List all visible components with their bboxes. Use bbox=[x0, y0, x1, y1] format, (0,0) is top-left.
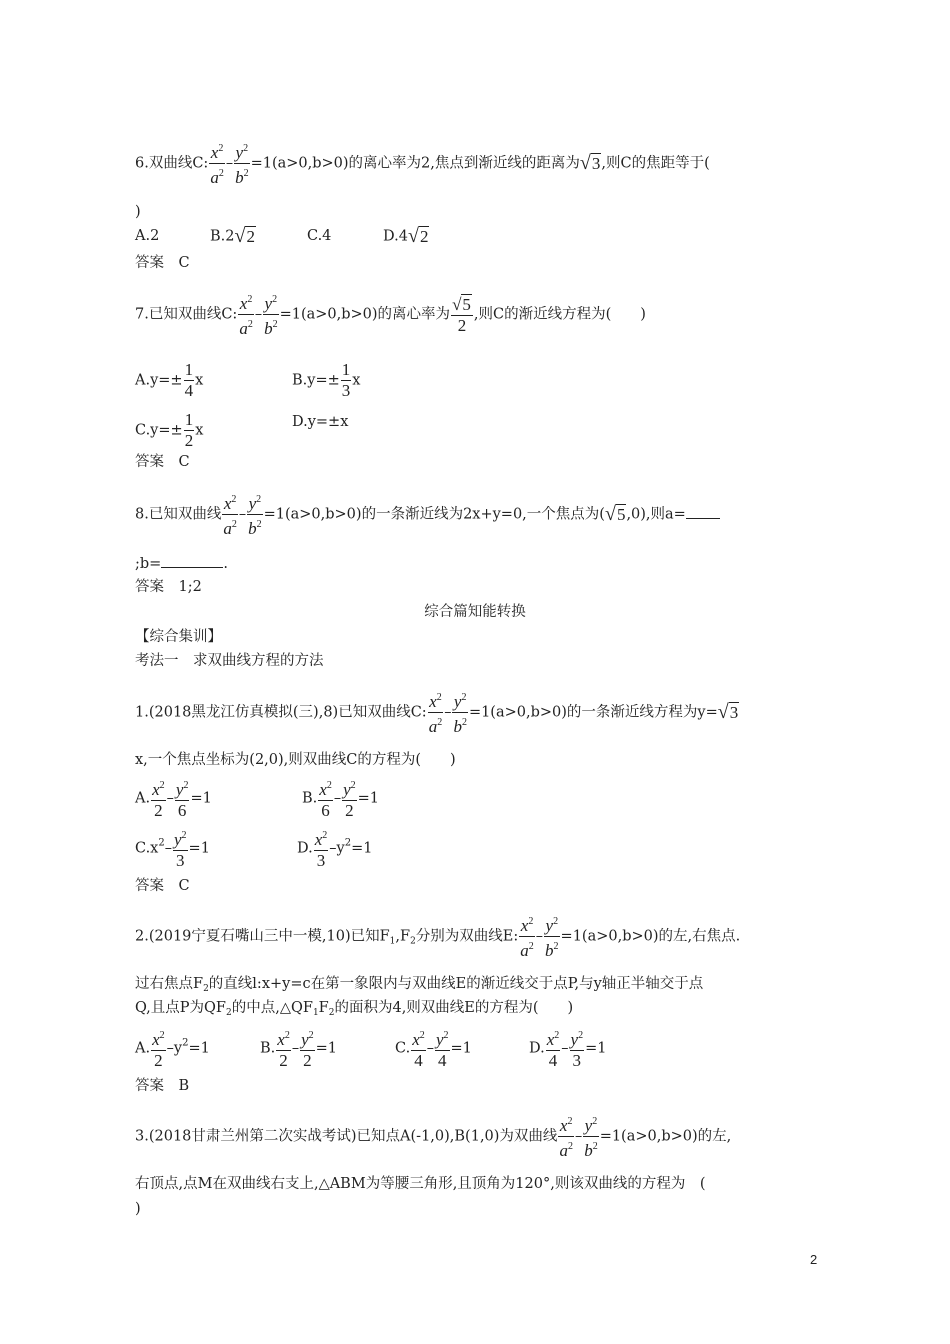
p2-option-c: C. $\frac{x^2}{4}$ – $\frac{y^2}{4}$ =1 bbox=[395, 1026, 472, 1071]
p3-line2: 右顶点,点M在双曲线右支上,△ABM为等腰三角形,且顶角为120°,则该双曲线的方程为 ( bbox=[135, 1176, 706, 1192]
q7-stem: 7.已知双曲线C: $\frac{x^2}{a^2}$ – $\frac{y^2}{b^2}$ =1(a>0,b>0)的离心率为 $\frac{√5}{2}$ ,则C的渐近线方程为( ) bbox=[135, 290, 646, 339]
p2-option-b: B. $\frac{x^2}{2}$ – $\frac{y^2}{2}$ =1 bbox=[260, 1026, 337, 1071]
p1-option-a: A. $\frac{x^2}{2}$ – $\frac{y^2}{6}$ =1 bbox=[135, 776, 212, 821]
p1-line2: x,一个焦点坐标为(2,0),则双曲线C的方程为( ) bbox=[135, 752, 456, 768]
p2-line3: Q,且点P为$QF_2$的中点$,\triangle QF_1F_2$的面积为4,则双曲线E的方程为( ) bbox=[135, 1000, 574, 1018]
p3-stem: 3.(2018甘肃兰州第二次实战考试)已知点A(-1,0),B(1,0)为双曲线 $\frac{x^2}{a^2}$ – $\frac{y^2}{b^2}$ =1(a>0,b>0)的左, bbox=[135, 1112, 731, 1161]
p2-option-a: A. $\frac{x^2}{2}$ $-y^2=1$ bbox=[135, 1026, 210, 1071]
q8-answer: 答案 1;2 bbox=[135, 579, 202, 595]
q6-option-a: A.2 bbox=[135, 228, 160, 244]
q6-option-d: D.4√2 bbox=[383, 225, 429, 247]
q6-option-c: C.4 bbox=[307, 228, 332, 244]
p1-answer: 答案 C bbox=[135, 878, 190, 894]
p2-answer: 答案 B bbox=[135, 1078, 190, 1094]
p3-line3: ) bbox=[135, 1201, 141, 1217]
q7-option-b: B.y=± $\frac{1}{3}$ x bbox=[292, 360, 361, 400]
section-title: 综合篇知能转换 bbox=[424, 604, 526, 620]
page-number: 2 bbox=[810, 1252, 818, 1267]
q8-blank-b: ;b= . bbox=[135, 553, 228, 574]
q6-stem: 6.双曲线C: $\frac{x^2}{a^2}$ – $\frac{y^2}{b^2}$ =1(a>0,b>0)的离心率为2,焦点到渐近线的距离为√3,则C的焦距等于( bbox=[135, 139, 710, 188]
q7-option-a: A.y=± $\frac{1}{4}$ x bbox=[135, 360, 204, 400]
q6-close: ) bbox=[135, 204, 141, 220]
p1-stem: 1.(2018黑龙江仿真模拟(三),8)已知双曲线C: $\frac{x^2}{a^2}$ – $\frac{y^2}{b^2}$ =1(a>0,b>0)的一条渐近线方程为y=√3 bbox=[135, 688, 739, 737]
q7-option-c: C.y=± $\frac{1}{2}$ x bbox=[135, 410, 204, 450]
q8-stem: 8.已知双曲线 $\frac{x^2}{a^2}$ – $\frac{y^2}{b^2}$ =1(a>0,b>0)的一条渐近线为2x+y=0,一个焦点为(√5,0),则a= bbox=[135, 490, 720, 539]
p2-stem: 2.(2019宁夏石嘴山三中一模,10)已知$F_1,F_2$分别为双曲线E: $\frac{x^2}{a^2}$ – $\frac{y^2}{b^2}$ =1(a>0,b>0)的左,右焦点. bbox=[135, 912, 740, 961]
q6-option-b: B.2√2 bbox=[210, 225, 255, 247]
q7-answer: 答案 C bbox=[135, 454, 190, 470]
p1-option-c: $C.x^2-$ $\frac{y^2}{3}$ =1 bbox=[135, 826, 210, 871]
p1-option-b: B. $\frac{x^2}{6}$ – $\frac{y^2}{2}$ =1 bbox=[302, 776, 379, 821]
p2-option-d: D. $\frac{x^2}{4}$ – $\frac{y^2}{3}$ =1 bbox=[529, 1026, 606, 1071]
q6-answer: 答案 C bbox=[135, 255, 190, 271]
p1-option-d: D. $\frac{x^2}{3}$ $-y^2=1$ bbox=[297, 826, 372, 871]
training-heading: 【综合集训】 bbox=[135, 629, 222, 645]
p2-line2: 过右焦点$F_2$的直线l:x+y=c在第一象限内与双曲线E的渐近线交于点P,与y轴正半轴交于点 bbox=[135, 976, 704, 994]
q7-option-d: D.y=±x bbox=[292, 414, 349, 430]
method-heading: 考法一 求双曲线方程的方法 bbox=[135, 653, 324, 669]
